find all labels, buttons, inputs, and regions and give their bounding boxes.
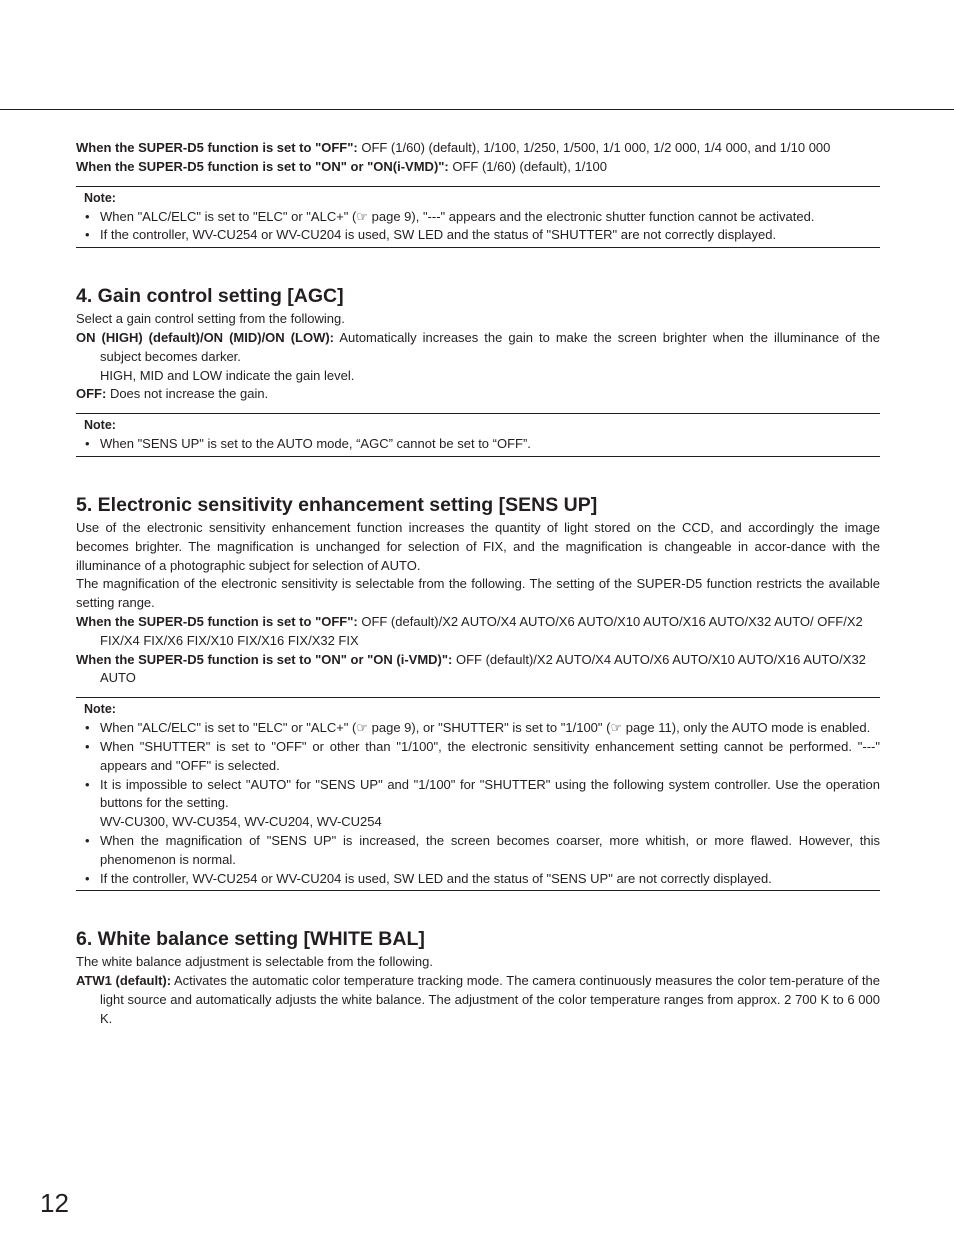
page-number: 12: [40, 1188, 69, 1218]
option-values: OFF (1/60) (default), 1/100, 1/250, 1/500, 1/1 000, 1/2 000, 1/4 000, and 1/10 000: [357, 140, 831, 155]
option-values: OFF (default)/X2 AUTO/X4 AUTO/X6 AUTO/X10 AUTO/X16 AUTO/X32 AUTO: [100, 651, 866, 686]
whitebal-atw1-option: [76, 972, 880, 1028]
bullet-icon: •: [85, 227, 90, 243]
option-label: When the SUPER-D5 function is set to "OFF":: [76, 613, 358, 629]
agc-off-option: [76, 385, 880, 404]
shutter-note: [76, 186, 880, 249]
agc-gain-level-text: HIGH, MID and LOW indicate the gain level.: [100, 367, 355, 383]
note-title: Note:: [84, 418, 116, 433]
sensup-off-option: [76, 613, 880, 651]
bullet-icon: •: [85, 738, 90, 754]
section-heading-whitebal: 6. White balance setting [WHITE BAL]: [76, 928, 425, 951]
option-label: When the SUPER-D5 function is set to "ON" or "ON(i-VMD)":: [76, 158, 449, 174]
bullet-icon: •: [85, 208, 90, 224]
option-label: ON (HIGH) (default)/ON (MID)/ON (LOW):: [76, 329, 335, 345]
sensup-note: [76, 697, 880, 891]
option-desc: Does not increase the gain.: [106, 386, 269, 402]
shutter-off-option: [76, 139, 880, 158]
note-item: • If the controller, WV-CU254 or WV-CU204 is used, SW LED and the status of "SENS UP" are not correctly displayed.: [76, 870, 880, 889]
option-desc: Activates the automatic color temperature tracking mode. The camera continuously measures the color tem-perature of the light source and automatically adjusts the white balance. The adjustment of the color temperature ranges from approx. 2 700 K to 6 000 K.: [100, 973, 880, 1026]
bullet-icon: •: [85, 870, 90, 886]
section-heading-sensup: 5. Electronic sensitivity enhancement setting [SENS UP]: [76, 493, 598, 516]
note-item: • It is impossible to select "AUTO" for "SENS UP" and "1/100" for "SHUTTER" using the following system controller. Use the operation buttons for the setting. WV-CU300, WV-CU354, WV-CU204, WV-CU254: [85, 776, 880, 830]
whitebal-intro: The white balance adjustment is selectable from the following.: [76, 954, 433, 970]
bullet-icon: •: [85, 832, 90, 848]
controller-list: WV-CU300, WV-CU354, WV-CU204, WV-CU254: [100, 814, 382, 830]
agc-intro: Select a gain control setting from the following.: [76, 311, 345, 327]
note-item: • When "ALC/ELC" is set to "ELC" or "ALC+" (☞ page 9), or "SHUTTER" is set to "1/100" (☞ page 11), only the AUTO mode is enabled.: [76, 719, 880, 738]
bullet-icon: •: [85, 436, 90, 452]
option-label: ATW1 (default):: [76, 973, 172, 989]
header-rule: [0, 109, 954, 110]
page-content: [76, 139, 880, 1029]
agc-on-option: [76, 329, 880, 367]
note-title: Note:: [84, 190, 116, 205]
sensup-on-option: [76, 651, 880, 689]
note-item: • When "SENS UP" is set to the AUTO mode, “AGC” cannot be set to “OFF”.: [76, 435, 880, 454]
section-heading-agc: 4. Gain control setting [AGC]: [76, 285, 344, 308]
option-values: OFF (1/60) (default), 1/100: [448, 158, 607, 174]
sensup-paragraph: Use of the electronic sensitivity enhancement function increases the quantity of light stored on the CCD, and accordingly the image becomes brighter. The magnification is unchanged for selection of FIX, and the magnification is changeable in accor-dance with the illuminance of a photographic subject for selection of AUTO.: [76, 519, 880, 573]
agc-note: [76, 413, 880, 457]
note-item: • If the controller, WV-CU254 or WV-CU204 is used, SW LED and the status of "SHUTTER" are not correctly displayed.: [76, 226, 880, 245]
shutter-on-option: [76, 158, 880, 177]
option-label: When the SUPER-D5 function is set to "ON" or "ON (i-VMD)":: [76, 651, 453, 667]
option-label: When the SUPER-D5 function is set to "OFF":: [76, 140, 358, 155]
note-item: • When "ALC/ELC" is set to "ELC" or "ALC+" (☞ page 9), "---" appears and the electronic shutter function cannot be activated.: [76, 208, 880, 227]
bullet-icon: •: [85, 776, 90, 792]
note-item: • When "SHUTTER" is set to "OFF" or other than "1/100", the electronic sensitivity enhancement setting cannot be performed. "---" appears and "OFF" is selected.: [85, 738, 880, 773]
sensup-paragraph: The magnification of the electronic sensitivity is selectable from the following. The setting of the SUPER-D5 function restricts the available setting range.: [76, 576, 880, 611]
option-values: OFF (default)/X2 AUTO/X4 AUTO/X6 AUTO/X10 AUTO/X16 AUTO/X32 AUTO/ OFF/X2 FIX/X4 FIX/X6 FIX/X10 FIX/X16 FIX/X32 FIX: [100, 613, 863, 648]
option-label: OFF:: [76, 386, 107, 402]
bullet-icon: •: [85, 720, 90, 736]
note-title: Note:: [84, 702, 116, 717]
option-desc: Automatically increases the gain to make the screen brighter when the illuminance of the subject becomes darker.: [100, 329, 880, 364]
note-item: • When the magnification of "SENS UP" is increased, the screen becomes coarser, more whitish, or more flawed. However, this phenomenon is normal.: [85, 832, 880, 867]
